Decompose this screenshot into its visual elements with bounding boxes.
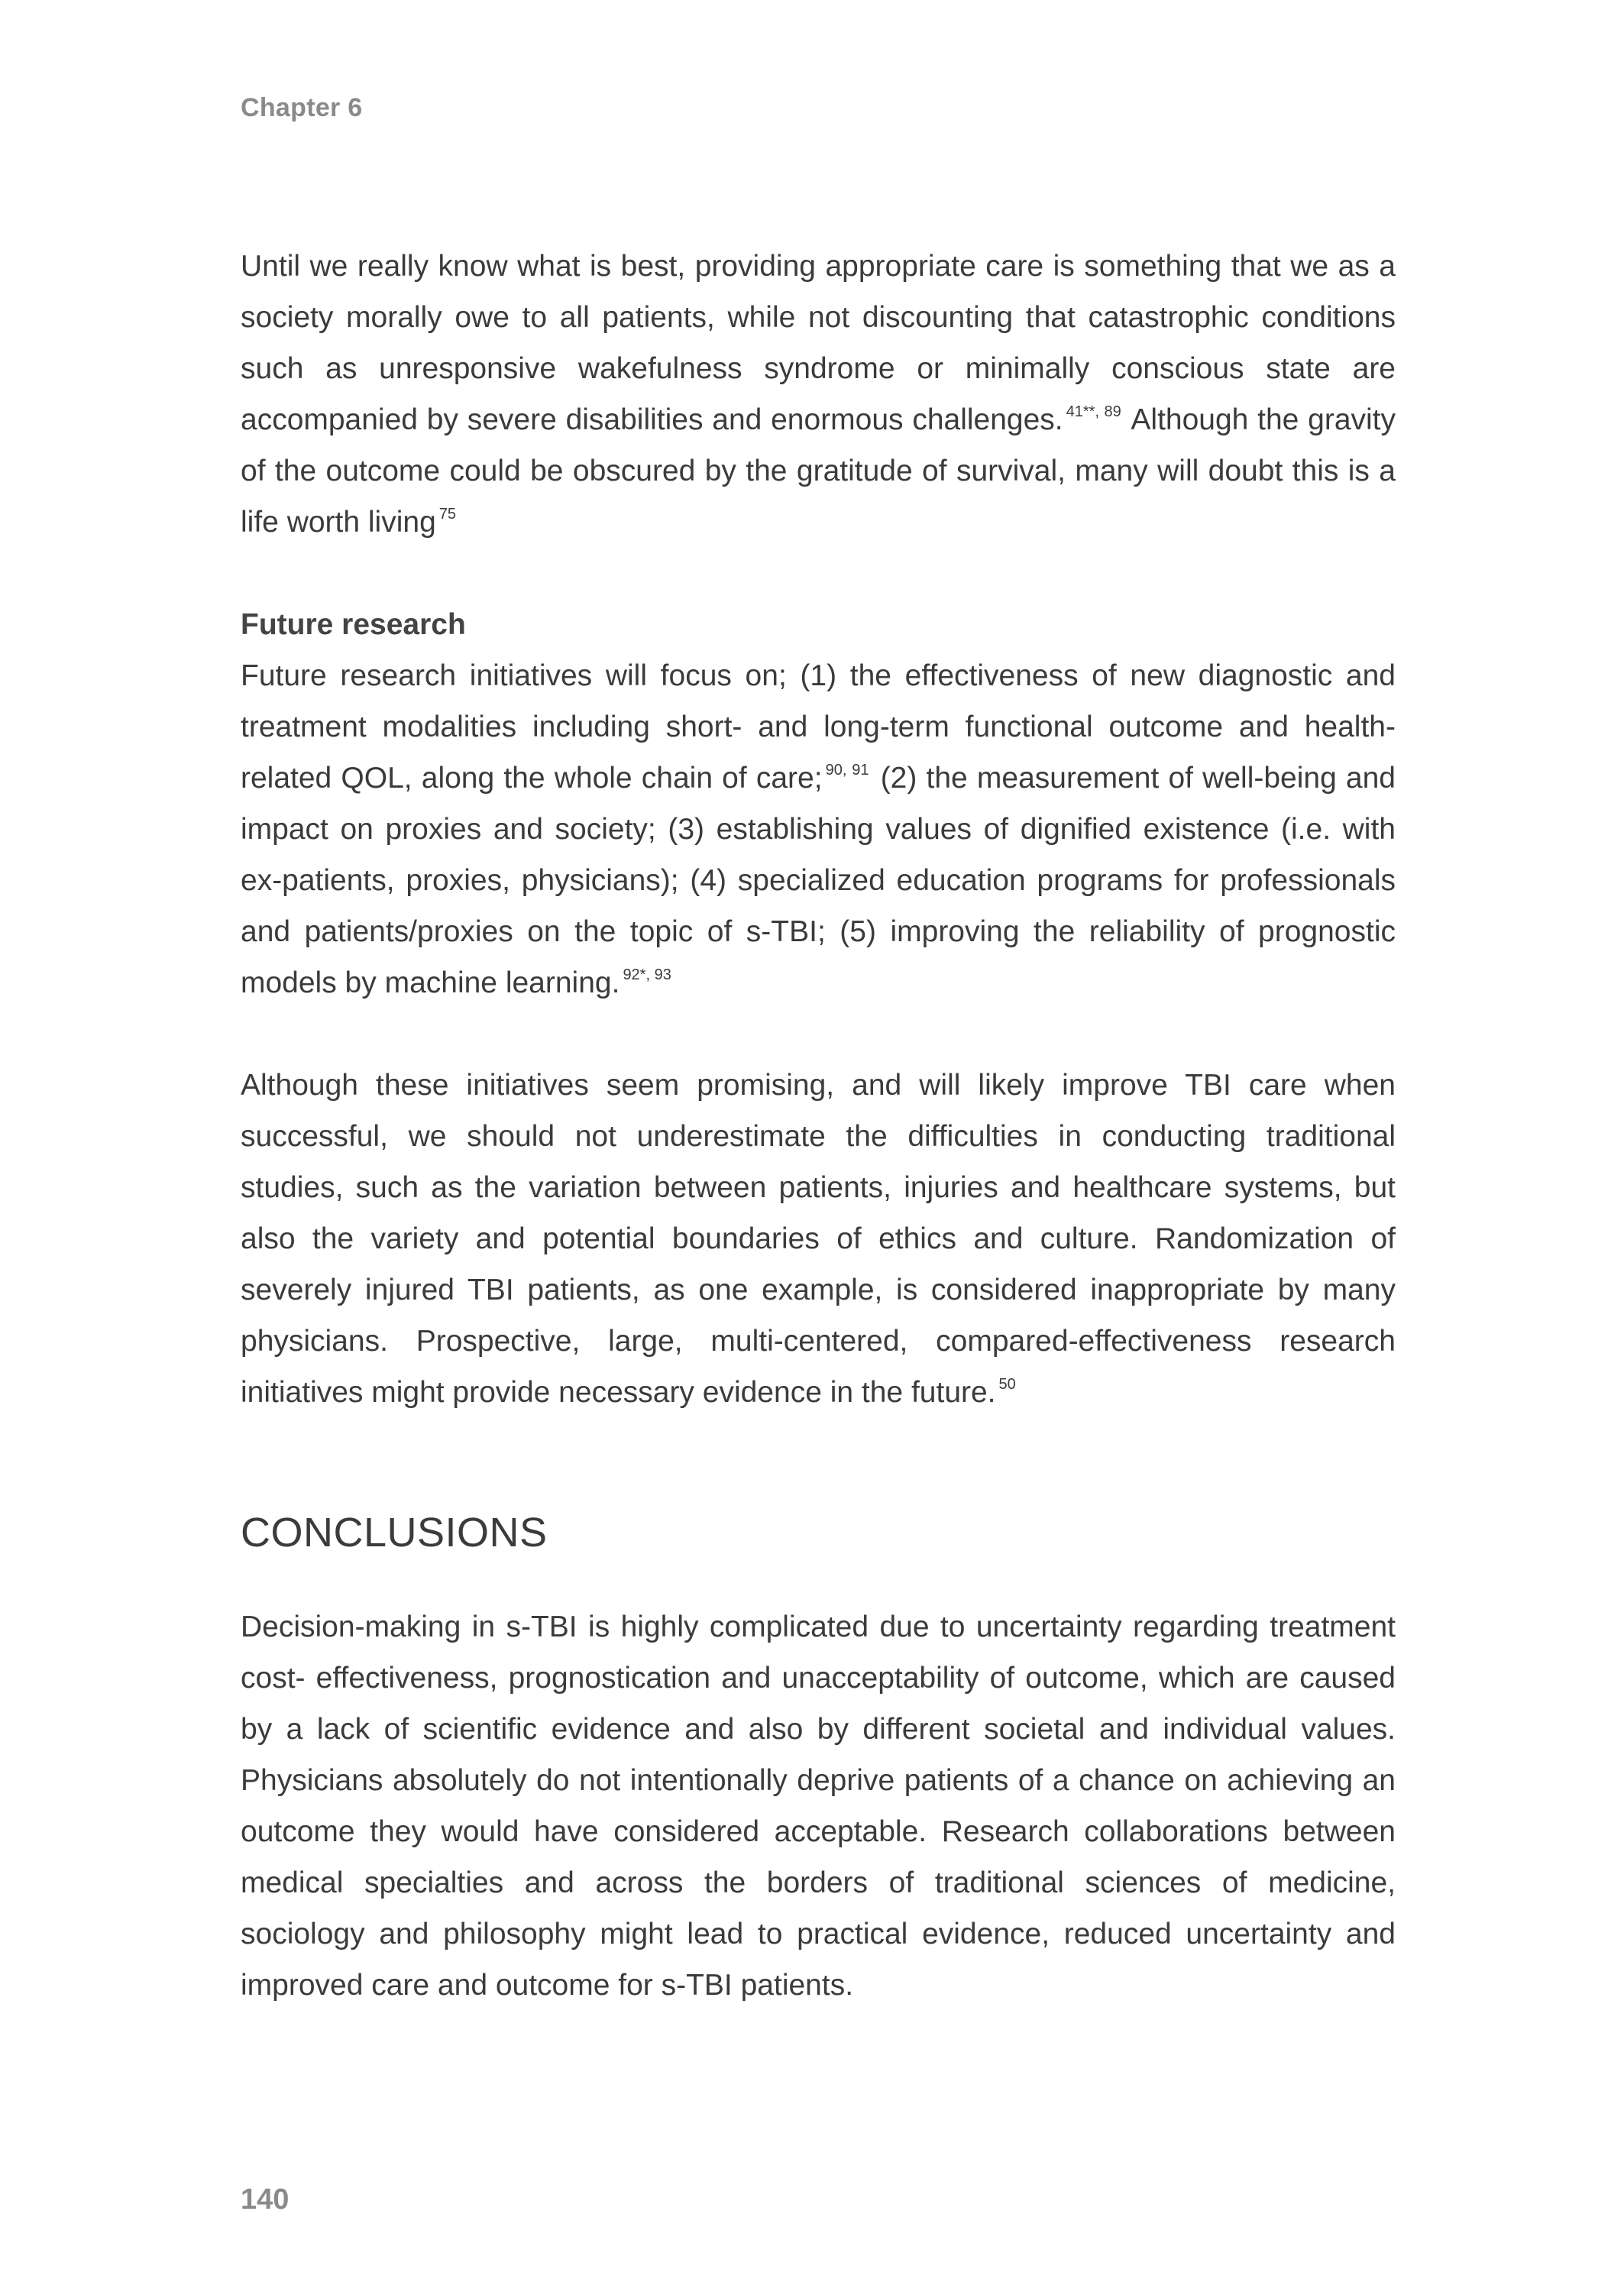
paragraph-text: Although these initiatives seem promising, and will likely improve TBI care when successful, we should not underestimate the difficulties in conducting traditional studies, such as the variation between patients, injuries and healthcare systems, but also the variety and potential boundaries of ethics and culture. Randomization of severely injured TBI patients, as one example, is considered inappropriate by many physicians. Prospective, large, multi-centered, compared-effectiveness research initiatives might provide necessary evidence in the future. (241, 1069, 1396, 1409)
paragraph-initiatives (241, 1060, 1396, 1418)
paragraph-future-research (241, 650, 1396, 1008)
spacer (241, 1418, 1396, 1502)
section-title-conclusions: CONCLUSIONS (241, 1510, 548, 1556)
page-body (241, 241, 1396, 2011)
paragraph-text: Future research initiatives will focus on; (1) the effectiveness of new diagnostic and treatment modalities including short- and long-term functional outcome and health-related QOL, along the whole chain of care; (241, 659, 1396, 795)
citation-reference: 41**, 89 (1066, 403, 1121, 420)
citation-reference: 92*, 93 (623, 966, 671, 983)
spacer (241, 548, 1396, 599)
paragraph-text: Until we really know what is best, providing appropriate care is something that we as a society morally owe to all patients, while not discounting that catastrophic conditions such as unresponsive wakefulness syndrome or minimally conscious state are accompanied by severe disabilities and enormous challenges. (241, 250, 1396, 436)
citation-reference: 50 (998, 1376, 1016, 1393)
citation-reference: 90, 91 (825, 762, 869, 779)
subheading-future-research: Future research (241, 608, 466, 641)
running-head: Chapter 6 (241, 93, 363, 122)
paragraph-text: Although the gravity of the outcome could be obscured by the gratitude of survival, many will doubt this is a life worth living (241, 403, 1396, 539)
page-number: 140 (241, 2184, 290, 2216)
paragraph-text: (2) the measurement of well-being and impact on proxies and society; (3) establishing values of dignified existence (i.e. with ex-patients, proxies, physicians); (4) specialized education programs for professionals and patients/proxies on the topic of s-TBI; (5) improving the reliability of prognostic models by machine learning. (241, 762, 1396, 999)
paragraph-appropriate-care (241, 241, 1396, 548)
spacer (241, 1563, 1396, 1601)
paragraph-conclusions: Decision-making in s-TBI is highly complicated due to uncertainty regarding treatment cost- effectiveness, prognostication and unacceptability of outcome, which are caused by a lack of scientific evidence and also by different societal and individual values. Physicians absolutely do not intentionally deprive patients of a chance on achieving an outcome they would have considered acceptable. Research collaborations between medical specialties and across the borders of traditional sciences of medicine, sociology and philosophy might lead to practical evidence, reduced uncertainty and improved care and outcome for s-TBI patients. (241, 1611, 1396, 2002)
citation-reference: 75 (438, 506, 457, 523)
spacer (241, 1008, 1396, 1060)
